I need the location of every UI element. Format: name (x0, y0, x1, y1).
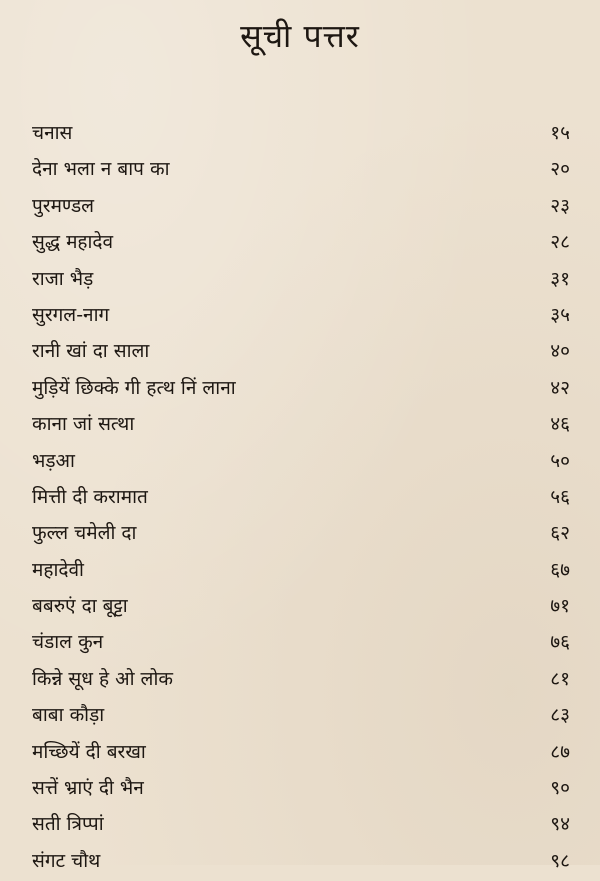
toc-entry-page-number: ८७ (550, 740, 570, 763)
toc-entry (0, 445, 600, 481)
toc-entry (0, 408, 600, 444)
toc-entry-page-number: ३५ (550, 303, 570, 326)
toc-entry-title: पुरमण्डल (32, 194, 94, 217)
toc-entry-title: सत्तें भ्राएं दी भैन (32, 777, 144, 800)
toc-entry-title: रानी खां दा साला (32, 340, 150, 363)
toc-entry-title: फुल्ल चमेली दा (32, 522, 137, 545)
toc-entry (0, 663, 600, 699)
toc-entry-page-number: ३१ (550, 267, 570, 290)
toc-entry (0, 590, 600, 626)
toc-entry-title: चंडाल कुन (32, 631, 104, 654)
toc-entry-title: सुरगल-नाग (32, 303, 110, 326)
toc-entry-title: भड़आ (32, 449, 75, 472)
toc-entry-title: सुद्ध महादेव (32, 231, 114, 254)
toc-entry (0, 772, 600, 808)
toc-entry-page-number: ५० (550, 449, 570, 472)
toc-entry (0, 481, 600, 517)
toc-entry-title: मुड़ियें छिक्के गी हत्थ निं लाना (32, 376, 236, 399)
toc-entry (0, 372, 600, 408)
toc-entry-page-number: ९८ (550, 849, 570, 872)
toc-entry-title: चनास (32, 122, 73, 144)
toc-entry (0, 736, 600, 772)
toc-entry-title: संगट चौथ (32, 849, 101, 872)
toc-entry (0, 117, 600, 153)
toc-entry (0, 699, 600, 735)
toc-entry-page-number: ७१ (550, 595, 570, 618)
toc-entry (0, 626, 600, 662)
toc-entry-title: सती त्रिप्पां (32, 813, 104, 836)
toc-entry-title: मित्ती दी करामात (32, 485, 148, 508)
toc-entry-title: राजा भैड़ (32, 267, 94, 290)
toc-entry (0, 299, 600, 335)
toc-entry-page-number: ४० (550, 340, 570, 363)
toc-entry-title: महादेवी (32, 558, 84, 581)
toc-entry-page-number: ८१ (550, 667, 570, 690)
toc-entry (0, 335, 600, 371)
toc-entry (0, 517, 600, 553)
toc-entry-page-number: ६७ (550, 558, 570, 581)
toc-entry-page-number: २० (550, 158, 570, 181)
toc-entry (0, 153, 600, 189)
toc-entry (0, 263, 600, 299)
toc-entry-title: मच्छियें दी बरखा (32, 740, 146, 763)
page-title: सूची पत्तर (240, 17, 360, 55)
toc-entry (0, 845, 600, 881)
toc-entry-page-number: ४६ (550, 413, 570, 436)
toc-entry-page-number: २३ (550, 194, 570, 217)
toc-entry-page-number: १५ (550, 122, 570, 144)
toc-entry-page-number: ५६ (550, 485, 570, 508)
toc-entry-title: किन्ने सूध हे ओ लोक (32, 667, 173, 690)
toc-entry-page-number: ४२ (550, 376, 570, 399)
toc-entry-title: बबरुएं दा बूट्टा (32, 595, 128, 618)
toc-entry-title: देना भला न बाप का (32, 158, 170, 181)
toc-entry-page-number: ७६ (550, 631, 570, 654)
toc-entry (0, 190, 600, 226)
toc-entry (0, 554, 600, 590)
toc-entry-page-number: ८३ (550, 704, 570, 727)
toc-entry (0, 808, 600, 844)
toc-entry-page-number: २८ (550, 231, 570, 254)
toc-entry-page-number: ९० (550, 777, 570, 800)
toc-entry (0, 226, 600, 262)
table-of-contents (0, 117, 600, 881)
toc-entry-page-number: ६२ (550, 522, 570, 545)
toc-entry-title: काना जां सत्था (32, 413, 135, 436)
toc-entry-page-number: ९४ (550, 813, 570, 836)
toc-entry-title: बाबा कौड़ा (32, 704, 105, 727)
